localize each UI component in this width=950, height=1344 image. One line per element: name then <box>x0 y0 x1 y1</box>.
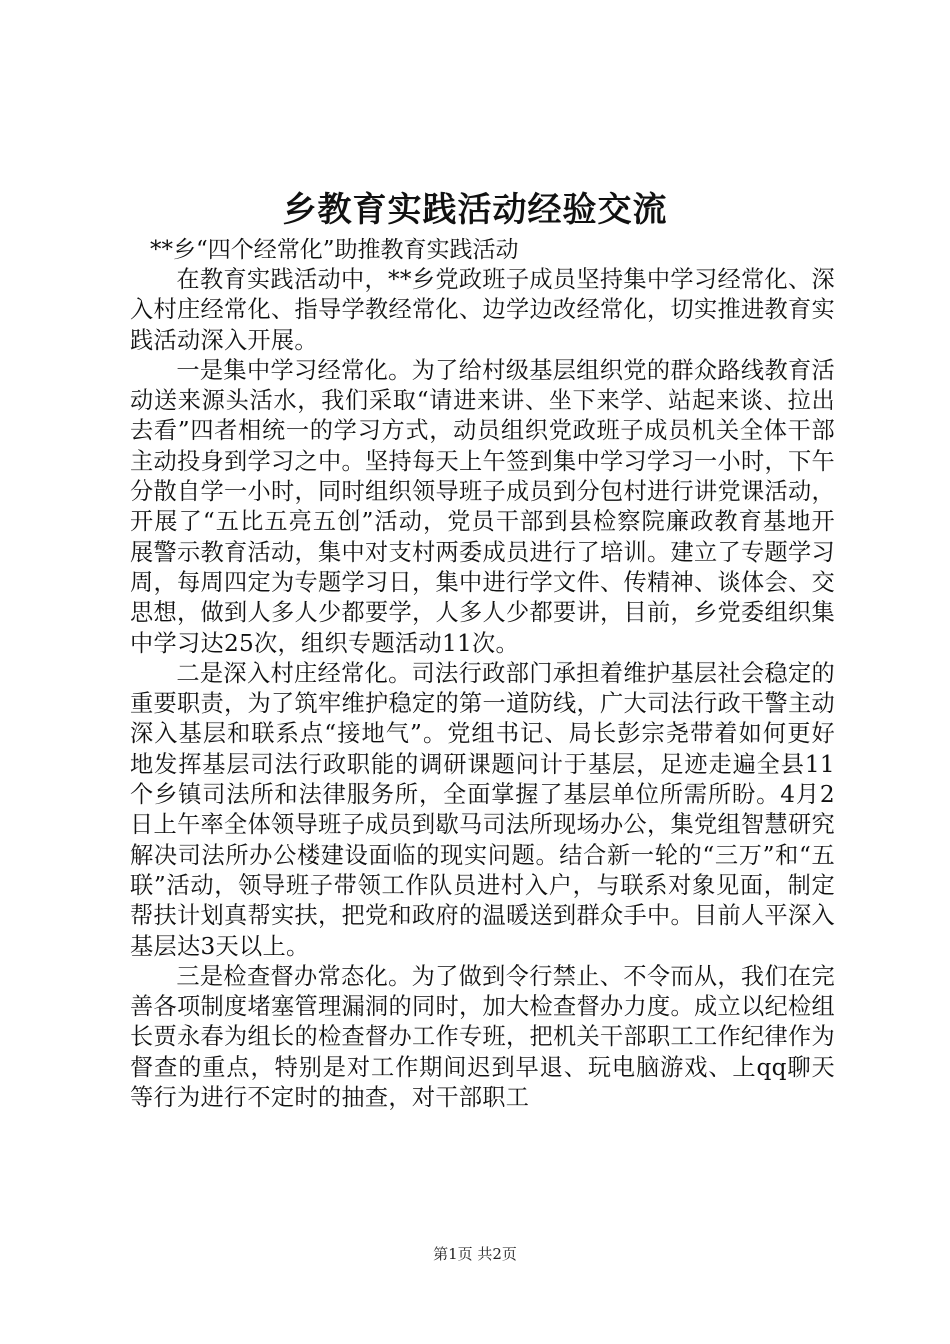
paragraph-inspection: 三是检查督办常态化。为了做到令行禁止、不令而从，我们在完善各项制度堵塞管理漏洞的同时，加大检查督办力度。成立以纪检组长贾永春为组长的检查督办工作专班，把机关干部职工工作纪律作为督查的重点，特别是对工作期间迟到早退、玩电脑游戏、上qq聊天等行为进行不定时的抽查，对干部职工 <box>130 962 835 1112</box>
document-subtitle: **乡“四个经常化”助推教育实践活动 <box>150 237 519 263</box>
paragraph-study: 一是集中学习经常化。为了给村级基层组织党的群众路线教育活动送来源头活水，我们采取“请进来讲、坐下来学、站起来谈、拉出去看”四者相统一的学习方式，动员组织党政班子成员机关全体干部主动投身到学习之中。坚持每天上午签到集中学习学习一小时，下午分散自学一小时，同时组织领导班子成员到分包村进行讲党课活动，开展了“五比五亮五创”活动，党员干部到县检察院廉政教育基地开展警示教育活动，集中对支村两委成员进行了培训。建立了专题学习周，每周四定为专题学习日，集中进行学文件、传精神、谈体会、交思想，做到人多人少都要学，人多人少都要讲，目前，乡党委组织集中学习达25次，组织专题活动11次。 <box>130 356 835 657</box>
page-number-footer: 第1页 共2页 <box>433 1245 517 1263</box>
document-title: 乡教育实践活动经验交流 <box>282 190 668 230</box>
paragraph-intro: 在教育实践活动中，**乡党政班子成员坚持集中学习经常化、深入村庄经常化、指导学教经常化、边学边改经常化，切实推进教育实践活动深入开展。 <box>130 266 835 354</box>
paragraph-village: 二是深入村庄经常化。司法行政部门承担着维护基层社会稳定的重要职责，为了筑牢维护稳定的第一道防线，广大司法行政干警主动深入基层和联系点“接地气”。党组书记、局长彭宗尧带着如何更好地发挥基层司法行政职能的调研课题问计于基层，足迹走遍全县11个乡镇司法所和法律服务所，全面掌握了基层单位所需所盼。4月2日上午率全体领导班子成员到歇马司法所现场办公，集党组智慧研究解决司法所办公楼建设面临的现实问题。结合新一轮的“三万”和“五联”活动，领导班子带领工作队员进村入户，与联系对象见面，制定帮扶计划真帮实扶，把党和政府的温暖送到群众手中。目前人平深入基层达3天以上。 <box>130 659 835 960</box>
document-body <box>130 235 835 1113</box>
